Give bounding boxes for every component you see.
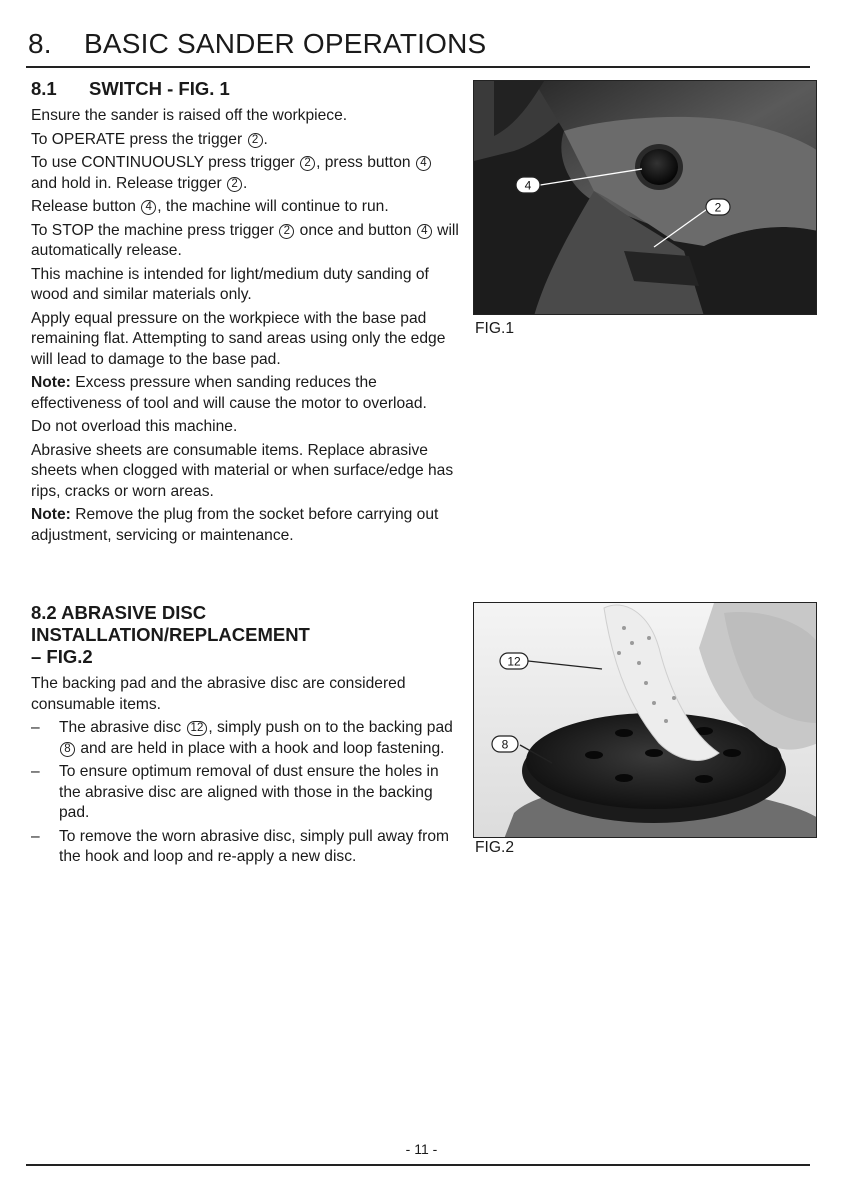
section-abrasive-disc [31,602,461,871]
paragraph [31,153,461,194]
paragraph [31,197,461,218]
text: , simply push on to the backing pad [208,719,453,736]
text: To ensure optimum removal of dust ensure the holes in the abrasive disc are aligned with those in the backing pad. [59,763,439,821]
list-item [31,718,461,759]
note-label: Note: [31,374,71,391]
note [31,373,461,414]
figure-2-photo [473,602,817,838]
dash-marker: – [31,719,40,736]
sander-handle-illustration [474,81,817,315]
figure-1-photo [473,80,817,315]
text: To use CONTINUOUSLY press trigger [31,154,300,171]
paragraph: The backing pad and the abrasive disc are considered consumable items. [31,675,406,713]
paragraph: Apply equal pressure on the workpiece with the base pad remaining flat. Attempting to sand areas using only the edge will lead to damage to the base pad. [31,309,446,368]
text: To remove the worn abrasive disc, simply pull away from the hook and loop and re-apply a new disc. [59,827,449,865]
list-item [31,827,461,868]
chapter-title [28,28,486,60]
callout-reference: 4 [417,224,432,239]
figure-caption: FIG.2 [475,839,514,856]
text: . [243,174,248,192]
callout-label: 4 [524,178,532,193]
paragraph: Do not overload this machine. [31,418,238,435]
note [31,505,461,546]
section-switch [31,78,461,549]
section-heading-number: 8.1 [31,78,57,99]
figure-caption: FIG.1 [475,320,514,337]
paragraph [31,106,461,127]
bottom-divider [26,1164,810,1166]
paragraph: This machine is intended for light/medium duty sanding of wood and similar materials only. [31,265,429,303]
text: To STOP the machine press trigger [31,221,279,239]
callout-reference: 2 [300,156,315,171]
list-item [31,762,461,824]
callout-reference: 12 [187,721,208,736]
callout-label: 8 [501,737,509,752]
paragraph [31,130,461,151]
paragraph: Abrasive sheets are consumable items. Replace abrasive sheets when clogged with material or when surface/edge has rips, cracks or worn areas. [31,441,454,500]
dash-marker: – [31,827,40,845]
text: . [263,130,268,148]
section-heading-line: – FIG.2 [31,646,93,667]
abrasive-disc-illustration [474,603,817,838]
text: Ensure the sander is raised off the workpiece. [31,107,348,124]
callout-label: 12 [507,654,521,669]
chapter-title-text: BASIC SANDER OPERATIONS [84,28,487,59]
callout-reference: 2 [248,133,263,148]
text: will automatically release. [31,221,459,259]
callout-reference: 2 [279,224,294,239]
text: once and button [295,221,416,239]
note-label: Note: [31,506,71,523]
text: and hold in. Release trigger [31,174,227,192]
callout-reference: 4 [416,156,431,171]
text: , the machine will continue to run. [157,198,389,215]
section-heading [31,78,461,100]
paragraph [31,221,461,262]
section-heading [31,602,461,668]
callout-reference: 8 [60,742,75,757]
callout-reference: 4 [141,200,156,215]
text: The abrasive disc [59,719,186,736]
note-text: Excess pressure when sanding reduces the effectiveness of tool and will cause the motor to overload. [31,374,427,412]
text: To OPERATE press the trigger [31,130,247,148]
note-text: Remove the plug from the socket before carrying out adjustment, servicing or maintenance. [31,506,439,544]
page-number: - 11 - [405,1141,438,1157]
text: Release button [31,198,141,215]
section-heading-text: SWITCH - FIG. 1 [89,78,230,99]
callout-reference: 2 [227,177,242,192]
chapter-number: 8. [28,28,52,59]
callout-label: 2 [714,200,722,215]
bullet-list [31,718,461,868]
text: and are held in place with a hook and loop fastening. [76,739,445,757]
text: , press button [316,154,415,171]
section-heading-line: INSTALLATION/REPLACEMENT [31,624,310,645]
section-heading-line: 8.2 ABRASIVE DISC [31,602,207,623]
dash-marker: – [31,763,40,780]
top-divider [26,66,810,68]
